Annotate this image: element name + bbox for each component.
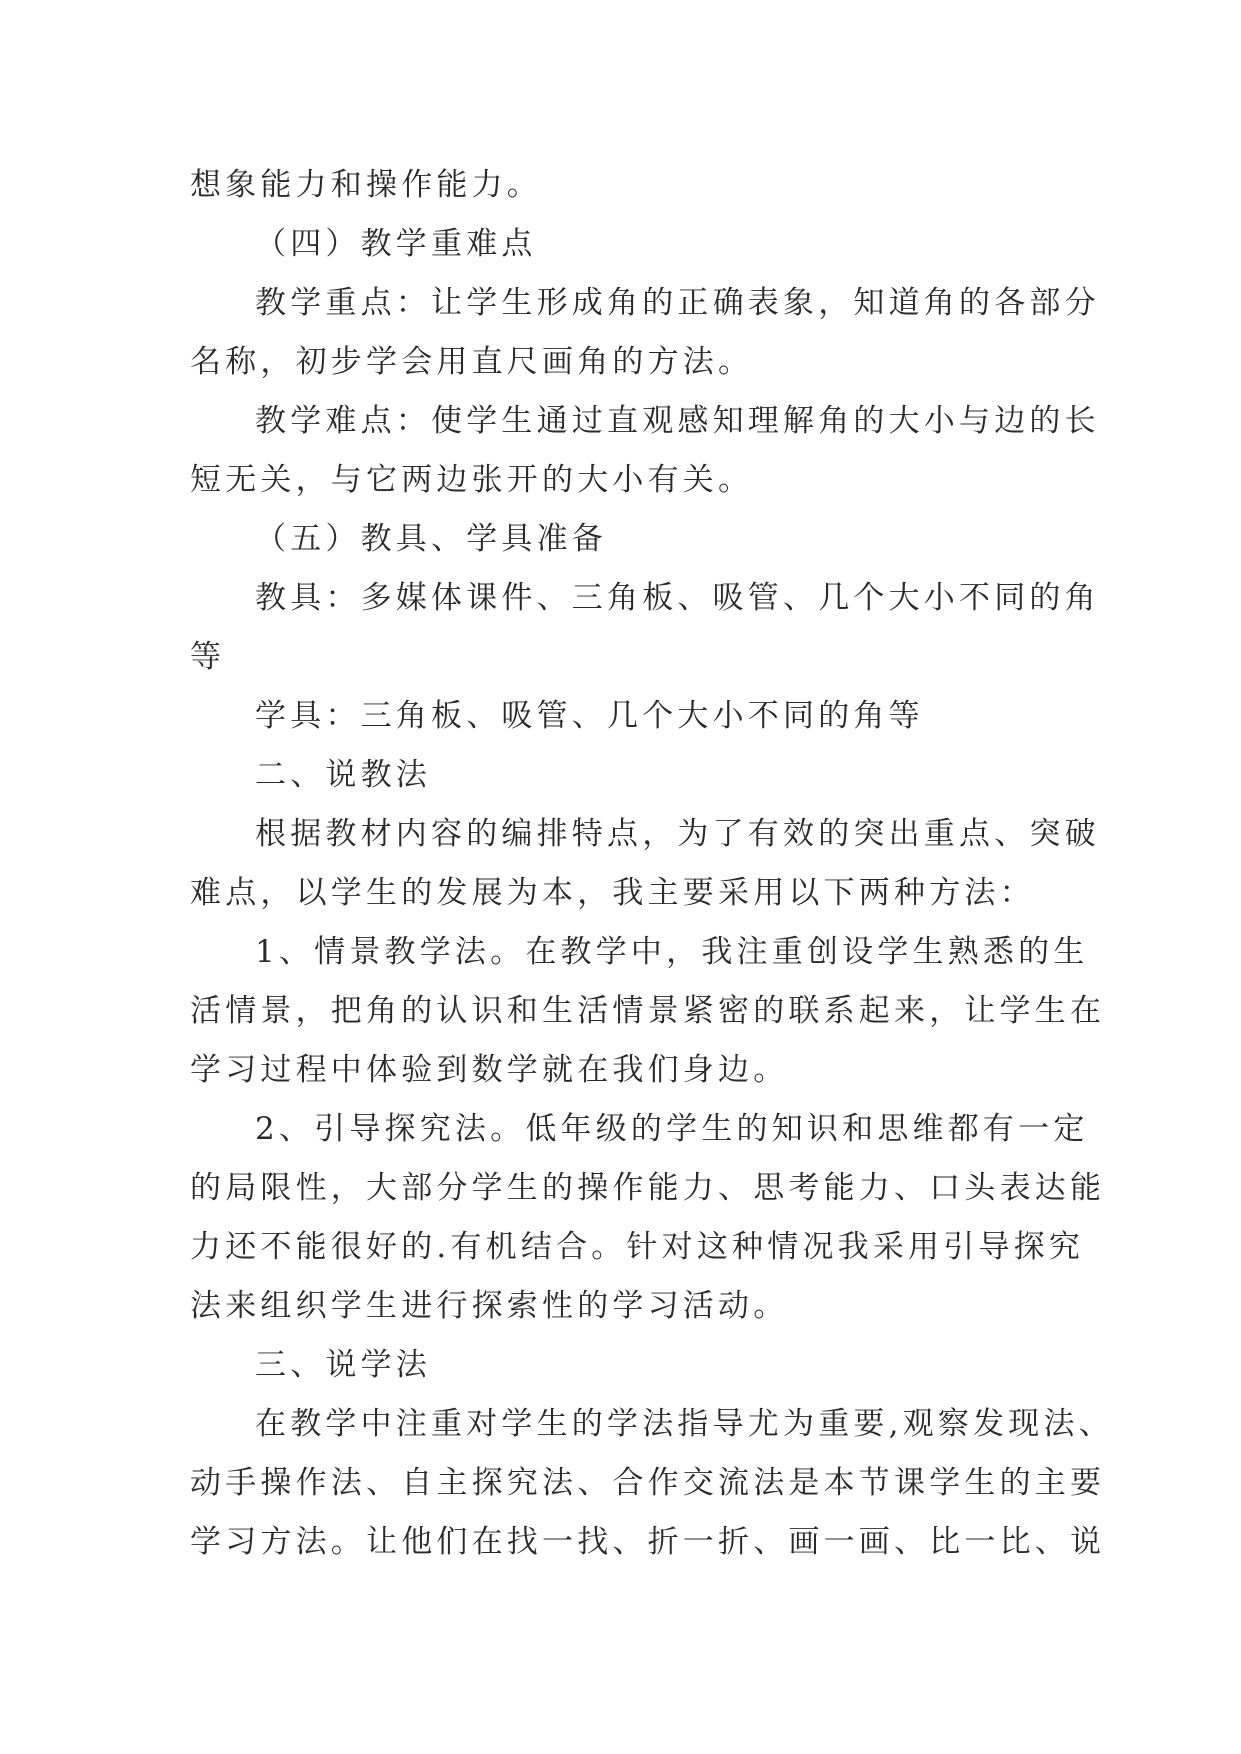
text-line: 学习过程中体验到数学就在我们身边。	[190, 1052, 789, 1088]
text-line: 力还不能很好的.有机结合。针对这种情况我采用引导探究	[190, 1229, 1085, 1265]
text-line: 教学难点：使学生通过直观感知理解角的大小与边的长	[255, 403, 1100, 439]
text-line: 难点，以学生的发展为本，我主要采用以下两种方法：	[190, 875, 1035, 911]
text-line: 的局限性，大部分学生的操作能力、思考能力、口头表达能	[190, 1170, 1106, 1206]
text-line: 教学重点：让学生形成角的正确表象，知道角的各部分	[255, 285, 1100, 321]
section-heading: （四）教学重难点	[255, 226, 537, 262]
text-line: 学具：三角板、吸管、几个大小不同的角等	[255, 698, 924, 734]
text-line: 在教学中注重对学生的学法指导尤为重要,观察发现法、	[255, 1406, 1114, 1442]
text-line: 动手操作法、自主探究法、合作交流法是本节课学生的主要	[190, 1465, 1106, 1501]
text-line: 法来组织学生进行探索性的学习活动。	[190, 1288, 789, 1324]
text-line: 名称，初步学会用直尺画角的方法。	[190, 344, 754, 380]
text-line: 教具：多媒体课件、三角板、吸管、几个大小不同的角	[255, 580, 1100, 616]
section-heading: 三、说学法	[255, 1347, 431, 1383]
text-line: 根据教材内容的编排特点，为了有效的突出重点、突破	[255, 816, 1100, 852]
section-heading: （五）教具、学具准备	[255, 521, 607, 557]
text-line: 1、情景教学法。在教学中，我注重创设学生熟悉的生	[255, 934, 1089, 970]
text-line: 学习方法。让他们在找一找、折一折、画一画、比一比、说	[190, 1524, 1106, 1560]
text-line: 等	[190, 639, 226, 675]
text-line: 想象能力和操作能力。	[190, 167, 542, 203]
text-line: 活情景，把角的认识和生活情景紧密的联系起来，让学生在	[190, 993, 1106, 1029]
text-line: 短无关，与它两边张开的大小有关。	[190, 462, 754, 498]
section-heading: 二、说教法	[255, 757, 431, 793]
text-line: 2、引导探究法。低年级的学生的知识和思维都有一定	[255, 1111, 1089, 1147]
